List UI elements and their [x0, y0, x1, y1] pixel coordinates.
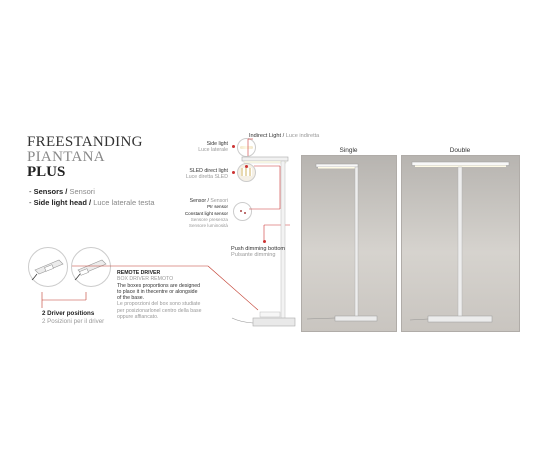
- feature-en: Side light head: [33, 198, 87, 207]
- single-photo-drawing: [302, 156, 396, 331]
- remote-driver-it: Le proporzioni del box sono studiate: [117, 301, 201, 308]
- sensor-en: Sensor: [189, 198, 207, 204]
- sled-it: Luce diretta SLED: [185, 174, 228, 181]
- remote-driver-it: oppure affiancato.: [117, 314, 159, 321]
- driver-positions-label: [42, 310, 104, 325]
- single-photo: [301, 155, 397, 332]
- sensor-it: Sensori: [210, 198, 228, 204]
- sled-en: SLED direct light: [189, 168, 228, 174]
- driver-positions-en: 2 Driver positions: [42, 310, 95, 317]
- double-photo-drawing: [402, 156, 519, 331]
- sensor-sep: /: [206, 198, 211, 204]
- remote-driver-en: The boxes proportions are designed: [117, 282, 201, 289]
- remote-driver-title: REMOTE DRIVER: [117, 270, 161, 276]
- indirect-sep: /: [281, 133, 286, 139]
- side-light-en: Side light: [206, 141, 228, 147]
- remote-driver-it: per posizionarlonel centro della base: [117, 307, 202, 314]
- side-light-it: Luce laterale: [198, 147, 228, 154]
- remote-driver-subtitle: BOX DRIVER REMOTO: [117, 276, 174, 283]
- feature-sep: /: [63, 187, 70, 196]
- push-it: Pulsante dimming: [231, 252, 276, 259]
- single-label: Single: [339, 147, 358, 154]
- title-line-3: PLUS: [27, 164, 66, 180]
- title-line-2: PIANTANA: [27, 149, 105, 165]
- feature-sep: /: [86, 198, 94, 207]
- indirect-it: Luce indiretta: [285, 133, 320, 139]
- sensor-detail-3: Sensore presenza: [190, 216, 228, 222]
- push-en: Push dimming bottom: [231, 246, 286, 252]
- sensor-detail-1: PIr sensor: [207, 204, 228, 210]
- title-line-1: FREESTANDING: [27, 134, 143, 150]
- double-label: Double: [449, 147, 471, 154]
- remote-driver-en: to place it in thecentre or alongside: [117, 288, 198, 295]
- feature-it: Sensori: [69, 187, 95, 196]
- driver-positions-it: 2 Posizioni per il driver: [42, 317, 105, 325]
- double-photo: [401, 155, 520, 332]
- feature-item: - Sensors / Sensori: [29, 187, 95, 196]
- feature-it: Luce laterale testa: [93, 198, 155, 207]
- sensor-detail-2: Constant light sensor: [184, 210, 228, 216]
- feature-en: Sensors: [33, 187, 64, 196]
- indirect-en: Indirect Light: [249, 133, 282, 139]
- feature-item: - Side light head / Luce laterale testa: [29, 198, 155, 207]
- sensor-detail-4: Sensore luminosità: [188, 223, 228, 229]
- remote-driver-text: [117, 270, 227, 320]
- remote-driver-en: of the base.: [117, 295, 145, 302]
